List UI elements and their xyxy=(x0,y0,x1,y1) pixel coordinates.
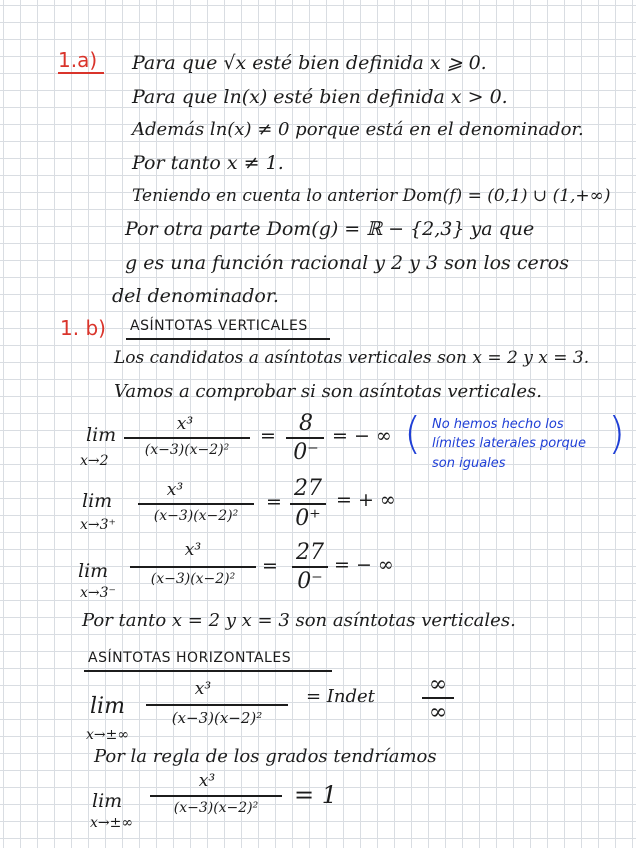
limit-2-value-num: 27 xyxy=(294,476,322,501)
limit-1-lim: lim xyxy=(86,424,117,446)
horizontal-asymptotes-heading: ASÍNTOTAS HORIZONTALES xyxy=(88,650,292,666)
limit-h-sub: x→±∞ xyxy=(86,727,130,743)
limit-h-denominator: (x−3)(x−2)² xyxy=(171,709,263,727)
part-a-line-7: g es una función racional y 2 y 3 son los ceros xyxy=(125,252,569,274)
limit-2-sub: x→3⁺ xyxy=(80,517,116,533)
note-line-2: límites laterales porque xyxy=(432,436,587,451)
limit-3-result: = − ∞ xyxy=(334,554,394,576)
note-line-1: No hemos hecho los xyxy=(432,417,564,432)
limit-1-value-den: 0⁻ xyxy=(293,440,319,465)
limit-2-value-den: 0⁺ xyxy=(295,506,321,531)
limit-2-numerator: x³ xyxy=(166,480,184,500)
limit-3-sub: x→3⁻ xyxy=(80,585,116,601)
note-close-paren: ) xyxy=(608,408,626,459)
limit-2-result: = + ∞ xyxy=(336,489,396,511)
limit-3-numerator: x³ xyxy=(184,540,202,560)
note-line-3: son iguales xyxy=(432,456,506,471)
limit-2-denominator: (x−3)(x−2)² xyxy=(153,508,239,524)
limit-h-value-num: ∞ xyxy=(428,672,448,697)
vertical-asymptotes-heading: ASÍNTOTAS VERTICALES xyxy=(130,318,308,334)
part-a-line-1: Para que √x esté bien definida x ⩾ 0. xyxy=(132,52,487,74)
limit-3-denominator: (x−3)(x−2)² xyxy=(150,571,236,587)
limit-1-value-num: 8 xyxy=(299,411,313,436)
limit-h-numerator: x³ xyxy=(194,679,212,699)
limit-2-equals: = xyxy=(266,491,282,513)
limit-1-equals: = xyxy=(260,425,276,447)
limit-h2-fraction-bar xyxy=(150,795,282,797)
degrees-rule-line: Por la regla de los grados tendríamos xyxy=(94,746,437,767)
limit-2-fraction-bar xyxy=(138,503,254,505)
part-a-line-2: Para que ln(x) esté bien definida x > 0. xyxy=(132,86,508,108)
part-b-label: 1. b) xyxy=(60,316,106,340)
limit-h2-denominator: (x−3)(x−2)² xyxy=(173,800,259,816)
limit-h-lim: lim xyxy=(90,694,125,719)
part-a-label-underline xyxy=(58,72,104,74)
limit-h-fraction-bar xyxy=(146,704,288,706)
limit-3-fraction-bar xyxy=(130,566,256,568)
limit-1-numerator: x³ xyxy=(176,414,194,434)
limit-3-value-den: 0⁻ xyxy=(297,569,323,594)
part-a-line-5: Teniendo en cuenta lo anterior Dom(f) = (0,1) ∪ (1,+∞) xyxy=(132,186,611,206)
limit-3-equals: = xyxy=(262,555,278,577)
limit-3-value-bar xyxy=(292,566,328,568)
limit-1-fraction-bar xyxy=(124,437,250,439)
limit-h2-lim: lim xyxy=(92,790,123,812)
limit-1-value-bar xyxy=(286,437,324,439)
part-a-line-6: Por otra parte Dom(g) = ℝ − {2,3} ya que xyxy=(125,218,535,240)
part-b-intro-1: Los candidatos a asíntotas verticales son x = 2 y x = 3. xyxy=(114,348,590,368)
limit-2-value-bar xyxy=(290,503,326,505)
part-a-line-3: Además ln(x) ≠ 0 porque está en el denominador. xyxy=(132,119,584,140)
limit-1-sub: x→2 xyxy=(80,453,109,469)
vertical-conclusion: Por tanto x = 2 y x = 3 son asíntotas verticales. xyxy=(82,610,516,631)
limit-1-denominator: (x−3)(x−2)² xyxy=(144,442,230,458)
limit-3-lim: lim xyxy=(78,560,109,582)
limit-h2-numerator: x³ xyxy=(198,771,216,791)
limit-3-value-num: 27 xyxy=(296,540,324,565)
limit-h-result: = Indet xyxy=(306,686,375,707)
part-a-line-4: Por tanto x ≠ 1. xyxy=(132,152,284,174)
part-b-intro-2: Vamos a comprobar si son asíntotas verticales. xyxy=(114,381,542,402)
limit-h-value-bar xyxy=(422,697,454,699)
limit-h2-result: = 1 xyxy=(294,781,338,809)
part-a-label: 1.a) xyxy=(58,48,98,72)
limit-1-result: = − ∞ xyxy=(332,425,392,447)
horizontal-heading-underline xyxy=(84,670,332,672)
limit-h-value-den: ∞ xyxy=(428,700,448,725)
vertical-heading-underline xyxy=(126,338,330,340)
part-a-line-8: del denominador. xyxy=(112,285,279,307)
limit-2-lim: lim xyxy=(82,490,113,512)
note-open-paren: ( xyxy=(404,408,422,459)
limit-h2-sub: x→±∞ xyxy=(90,815,134,831)
